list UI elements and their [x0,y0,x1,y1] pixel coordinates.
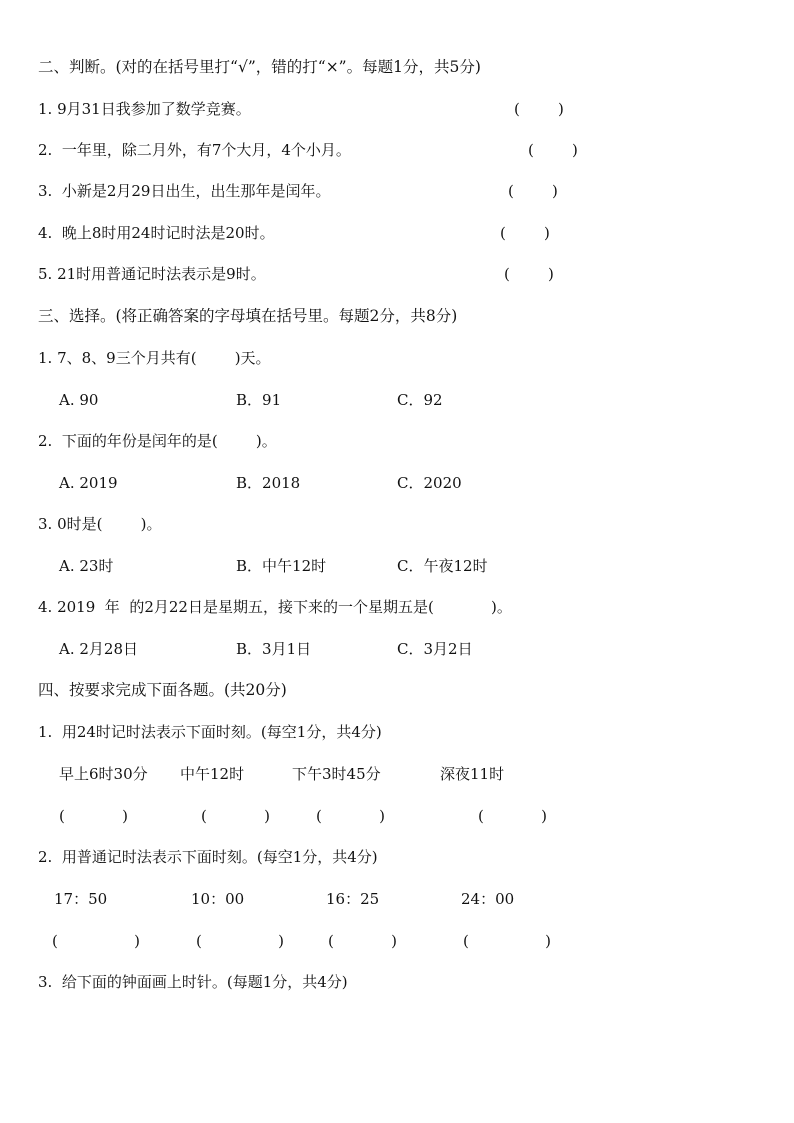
part3-stem: 3. 给下面的钟面画上时针。(每题1分，共4分) [38,973,348,991]
part2-time-3: 16：25 [326,890,380,908]
part2-time-1: 17：50 [54,890,108,908]
section-2-heading: 二、判断。(对的在括号里打“√”，错的打“×”。每题1分，共5分) [38,58,481,76]
judge-blank-5[interactable]: ( ) [504,265,554,283]
judge-item-5: 5. 21时用普通记时法表示是9时。 [38,265,266,283]
choice-q2-option-a[interactable]: A. 2019 [59,474,118,492]
choice-q4-option-b[interactable]: B．3月1日 [236,640,312,658]
choice-q2-stem: 2. 下面的年份是闰年的是( )。 [38,432,277,450]
judge-item-4: 4. 晚上8时用24时记时法是20时。 [38,224,275,242]
part2-time-2: 10：00 [191,890,245,908]
choice-q3-option-b[interactable]: B．中午12时 [236,557,327,575]
part1-stem: 1. 用24时记时法表示下面时刻。(每空1分，共4分) [38,723,382,741]
choice-q1-option-c[interactable]: C．92 [397,391,443,409]
part2-blank-1[interactable]: ( ) [52,932,140,950]
part1-time-2: 中午12时 [180,765,245,783]
part2-blank-2[interactable]: ( ) [196,932,284,950]
part2-time-4: 24：00 [461,890,515,908]
choice-q1-option-a[interactable]: A. 90 [59,391,99,409]
judge-blank-4[interactable]: ( ) [500,224,550,242]
part1-blank-4[interactable]: ( ) [478,807,547,825]
choice-q4-option-a[interactable]: A. 2月28日 [59,640,138,658]
part1-blank-2[interactable]: ( ) [201,807,270,825]
judge-item-2: 2. 一年里，除二月外，有7个大月，4个小月。 [38,141,351,159]
judge-blank-2[interactable]: ( ) [528,141,578,159]
choice-q2-option-c[interactable]: C．2020 [397,474,462,492]
choice-q4-stem: 4. 2019 年 的2月22日是星期五，接下来的一个星期五是( )。 [38,598,512,616]
choice-q4-option-c[interactable]: C．3月2日 [397,640,473,658]
part1-time-1: 早上6时30分 [59,765,148,783]
judge-item-3: 3. 小新是2月29日出生，出生那年是闰年。 [38,182,331,200]
judge-blank-3[interactable]: ( ) [508,182,558,200]
part2-blank-3[interactable]: ( ) [328,932,397,950]
part1-time-3: 下午3时45分 [292,765,381,783]
choice-q1-option-b[interactable]: B．91 [236,391,282,409]
section-4-heading: 四、按要求完成下面各题。(共20分) [38,681,287,699]
choice-q1-stem: 1. 7、8、9三个月共有( )天。 [38,349,271,367]
choice-q3-option-a[interactable]: A. 23时 [59,557,114,575]
choice-q2-option-b[interactable]: B．2018 [236,474,301,492]
part2-blank-4[interactable]: ( ) [463,932,551,950]
judge-blank-1[interactable]: ( ) [514,100,564,118]
part1-time-4: 深夜11时 [440,765,505,783]
part1-blank-1[interactable]: ( ) [59,807,128,825]
part2-stem: 2. 用普通记时法表示下面时刻。(每空1分，共4分) [38,848,378,866]
choice-q3-option-c[interactable]: C．午夜12时 [397,557,488,575]
judge-item-1: 1. 9月31日我参加了数学竞赛。 [38,100,251,118]
part1-blank-3[interactable]: ( ) [316,807,385,825]
section-3-heading: 三、选择。(将正确答案的字母填在括号里。每题2分，共8分) [38,307,458,325]
choice-q3-stem: 3. 0时是( )。 [38,515,162,533]
